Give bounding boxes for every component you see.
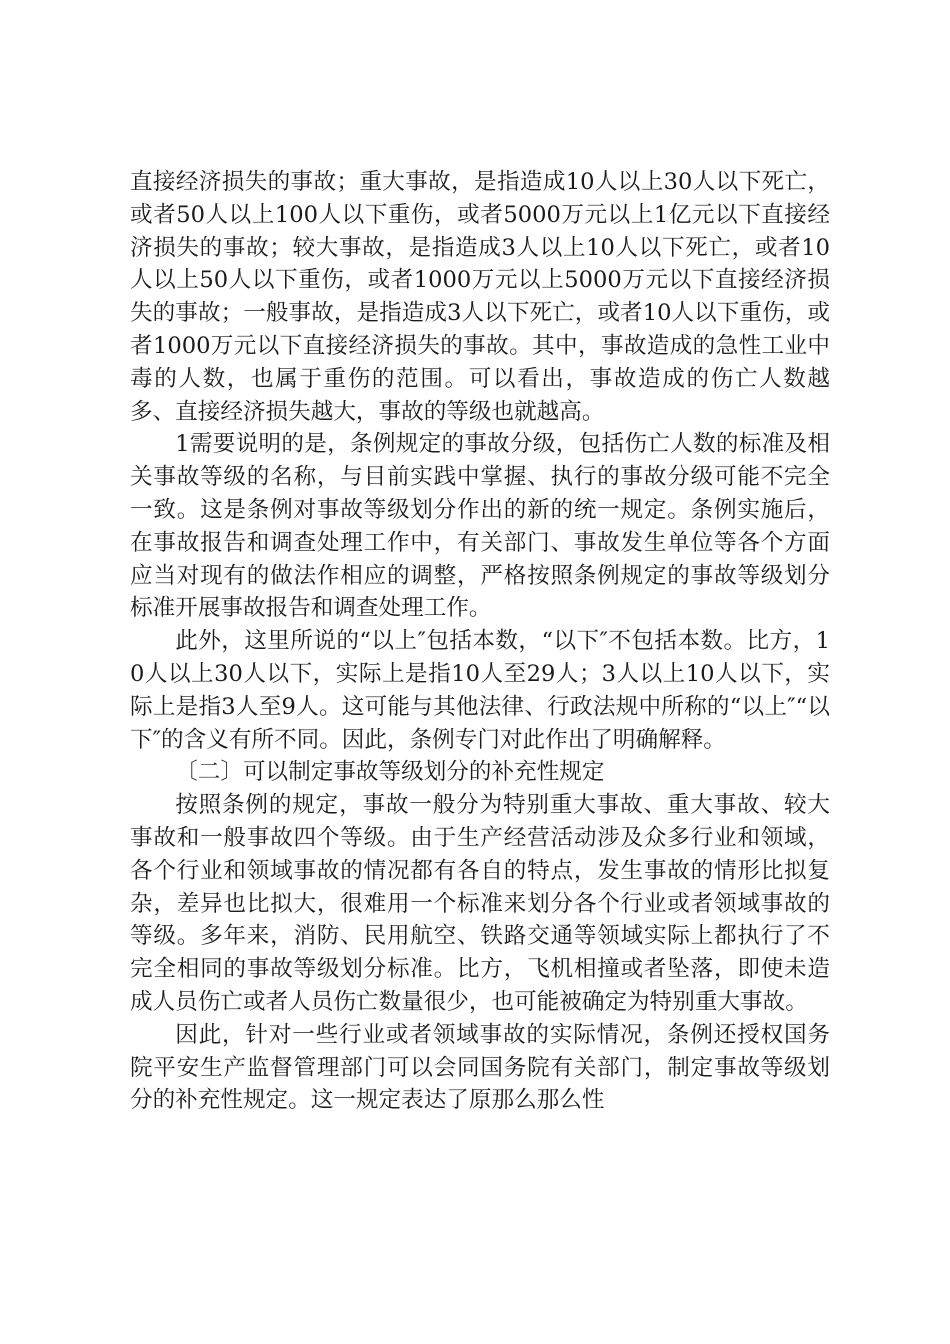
paragraph-continuation: 直接经济损失的事故；重大事故，是指造成10人以上30人以下死亡，或者50人以上100人以下重伤，或者5000万元以上1亿元以下直接经济损失的事故；较大事故，是指造成3人以上10人以下死亡，或者10人以上50人以下重伤，或者1000万元以上5000万元以下直接经济损失的事故；一般事故，是指造成3人以下死亡，或者10人以下重伤，或者1000万元以下直接经济损失的事故。其中，事故造成的急性工业中毒的人数，也属于重伤的范围。可以看出，事故造成的伤亡人数越多、直接经济损失越大，事故的等级也就越高。 (130, 169, 830, 425)
section-heading: 〔二〕可以制定事故等级划分的补充性规定 (175, 759, 605, 786)
paragraph-authorization: 因此，针对一些行业或者领域事故的实际情况，条例还授权国务院平安生产监督管理部门可以会同国务院有关部门，制定事故等级划分的补充性规定。这一规定表达了原那么那么性 (130, 1021, 830, 1114)
document-body (130, 166, 830, 1117)
paragraph-classification: 按照条例的规定，事故一般分为特别重大事故、重大事故、较大事故和一般事故四个等级。由于生产经营活动涉及众多行业和领域，各个行业和领域事故的情况都有各自的特点，发生事故的情形比拟复杂，差异也比拟大，很难用一个标准来划分各个行业或者领域事故的等级。多年来，消防、民用航空、铁路交通等领域实际上都执行了不完全相同的事故等级划分标准。比方，飞机相撞或者坠落，即使未造成人员伤亡或者人员伤亡数量很少，也可能被确定为特别重大事故。 (130, 792, 830, 1015)
paragraph-explanation: 1需要说明的是，条例规定的事故分级，包括伤亡人数的标准及相关事故等级的名称，与目前实践中掌握、执行的事故分级可能不完全一致。这是条例对事故等级划分作出的新的统一规定。条例实施后，在事故报告和调查处理工作中，有关部门、事故发生单位等各个方面应当对现有的做法作相应的调整，严格按照条例规定的事故等级划分标准开展事故报告和调查处理工作。 (130, 431, 830, 622)
paragraph-definition: 此外，这里所说的“以上″包括本数，“以下″不包括本数。比方，10人以上30人以下，实际上是指10人至29人；3人以上10人以下，实际上是指3人至9人。这可能与其他法律、行政法规中所称的“以上″“以下″的含义有所不同。因此，条例专门对此作出了明确解释。 (130, 628, 830, 753)
